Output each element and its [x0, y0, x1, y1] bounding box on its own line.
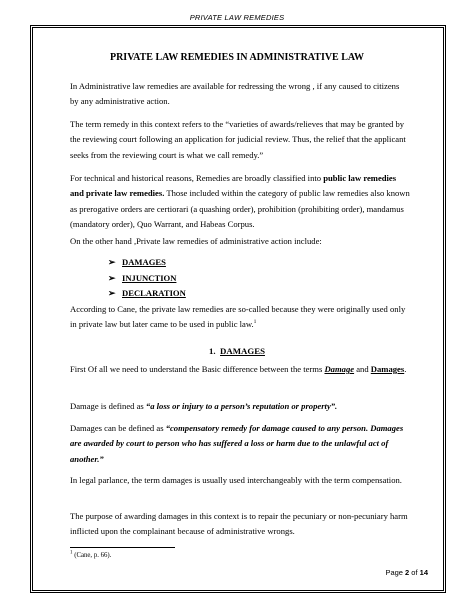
section-heading [0, 346, 474, 356]
paragraph-purpose: The purpose of awarding damages in this context is to repair the pecuniary or non-pecuniary harm inflicted upon the complainant because of administrative wrongs. [70, 511, 408, 537]
footnote-separator [70, 547, 175, 548]
running-header: PRIVATE LAW REMEDIES [189, 13, 285, 22]
list-item [108, 286, 186, 302]
paragraph-intro: In Administrative law remedies are available for redressing the wrong , if any caused to citizens by any administrative action. [70, 81, 400, 107]
paragraph-legal-parlance: In legal parlance, the term damages is usually used interchangeably with the term compensation. [70, 475, 402, 485]
footnote-mark: 1 [70, 550, 73, 556]
classification-text-c: Those included within the category of public law remedies also known as prerogative orders are certiorari (a quashing order), prohibition (prohibiting order), mandamus (mandatory order), Quo Warrant, and Habeas Corpus. [70, 188, 410, 230]
difference-text-e: . [404, 364, 407, 374]
damages-definition-quote: “compensatory remedy for damage caused to any person. Damages are awarded by court to person who has suffered a loss or harm due to the unlawful act of another.” [70, 423, 404, 464]
difference-text-a: First Of all we need to understand the Basic difference between the terms [70, 364, 325, 374]
classification-bold: public law remedies and private law remedies. [70, 173, 397, 199]
section-label: DAMAGES [220, 346, 265, 356]
footnote [70, 552, 111, 559]
page-number [385, 568, 428, 577]
classification-text-a: For technical and historical reasons, Remedies are broadly classified into [70, 173, 324, 183]
page-current: 2 [405, 568, 410, 577]
paragraph-private-remedies-intro: On the other hand ,Private law remedies of administrative action include: [70, 236, 322, 246]
section-number: 1. [209, 346, 216, 356]
paragraph-basic-difference [70, 362, 410, 377]
list-item [108, 271, 186, 287]
footnote-text: (Cane, p. 66). [72, 552, 112, 559]
paragraph-remedy-definition: The term remedy in this context refers to the “varieties of awards/relieves that may be granted by the reviewing court following an application for judicial review. Thus, the relief that the applicant seeks from the reviewing court is what we call remedy.” [70, 119, 406, 160]
paragraph-cane [70, 302, 410, 333]
paragraph-damages-definition [70, 421, 410, 467]
damage-definition-quote: “a loss or injury to a person’s reputation or property”. [145, 401, 338, 411]
paragraph-classification [70, 171, 410, 233]
damage-definition-lead: Damage is defined as [70, 401, 146, 411]
arrow-bullet-icon: ➢ [108, 288, 116, 298]
arrow-bullet-icon: ➢ [108, 257, 116, 267]
footnote-reference: 1 [253, 319, 257, 326]
term-damage: Damage [324, 364, 355, 374]
paragraph-damage-definition [70, 399, 410, 414]
cane-text: According to Cane, the private law remedies are so-called because they were originally used only in private law but later came to be used in public law. [70, 304, 406, 330]
difference-text-c: and [354, 364, 371, 374]
page-total: 14 [419, 568, 428, 577]
list-item-label: INJUNCTION [122, 272, 177, 283]
arrow-bullet-icon: ➢ [108, 272, 116, 283]
page-of: of [409, 568, 420, 577]
list-item-label: DECLARATION [122, 288, 186, 298]
term-damages: Damages [370, 364, 405, 374]
page-prefix: Page [385, 568, 406, 577]
list-item [108, 255, 186, 271]
list-item-label: DAMAGES [122, 257, 166, 267]
damages-definition-lead: Damages can be defined as [70, 423, 166, 433]
document-title: PRIVATE LAW REMEDIES IN ADMINISTRATIVE LAW [109, 52, 365, 63]
remedies-list [108, 255, 186, 302]
